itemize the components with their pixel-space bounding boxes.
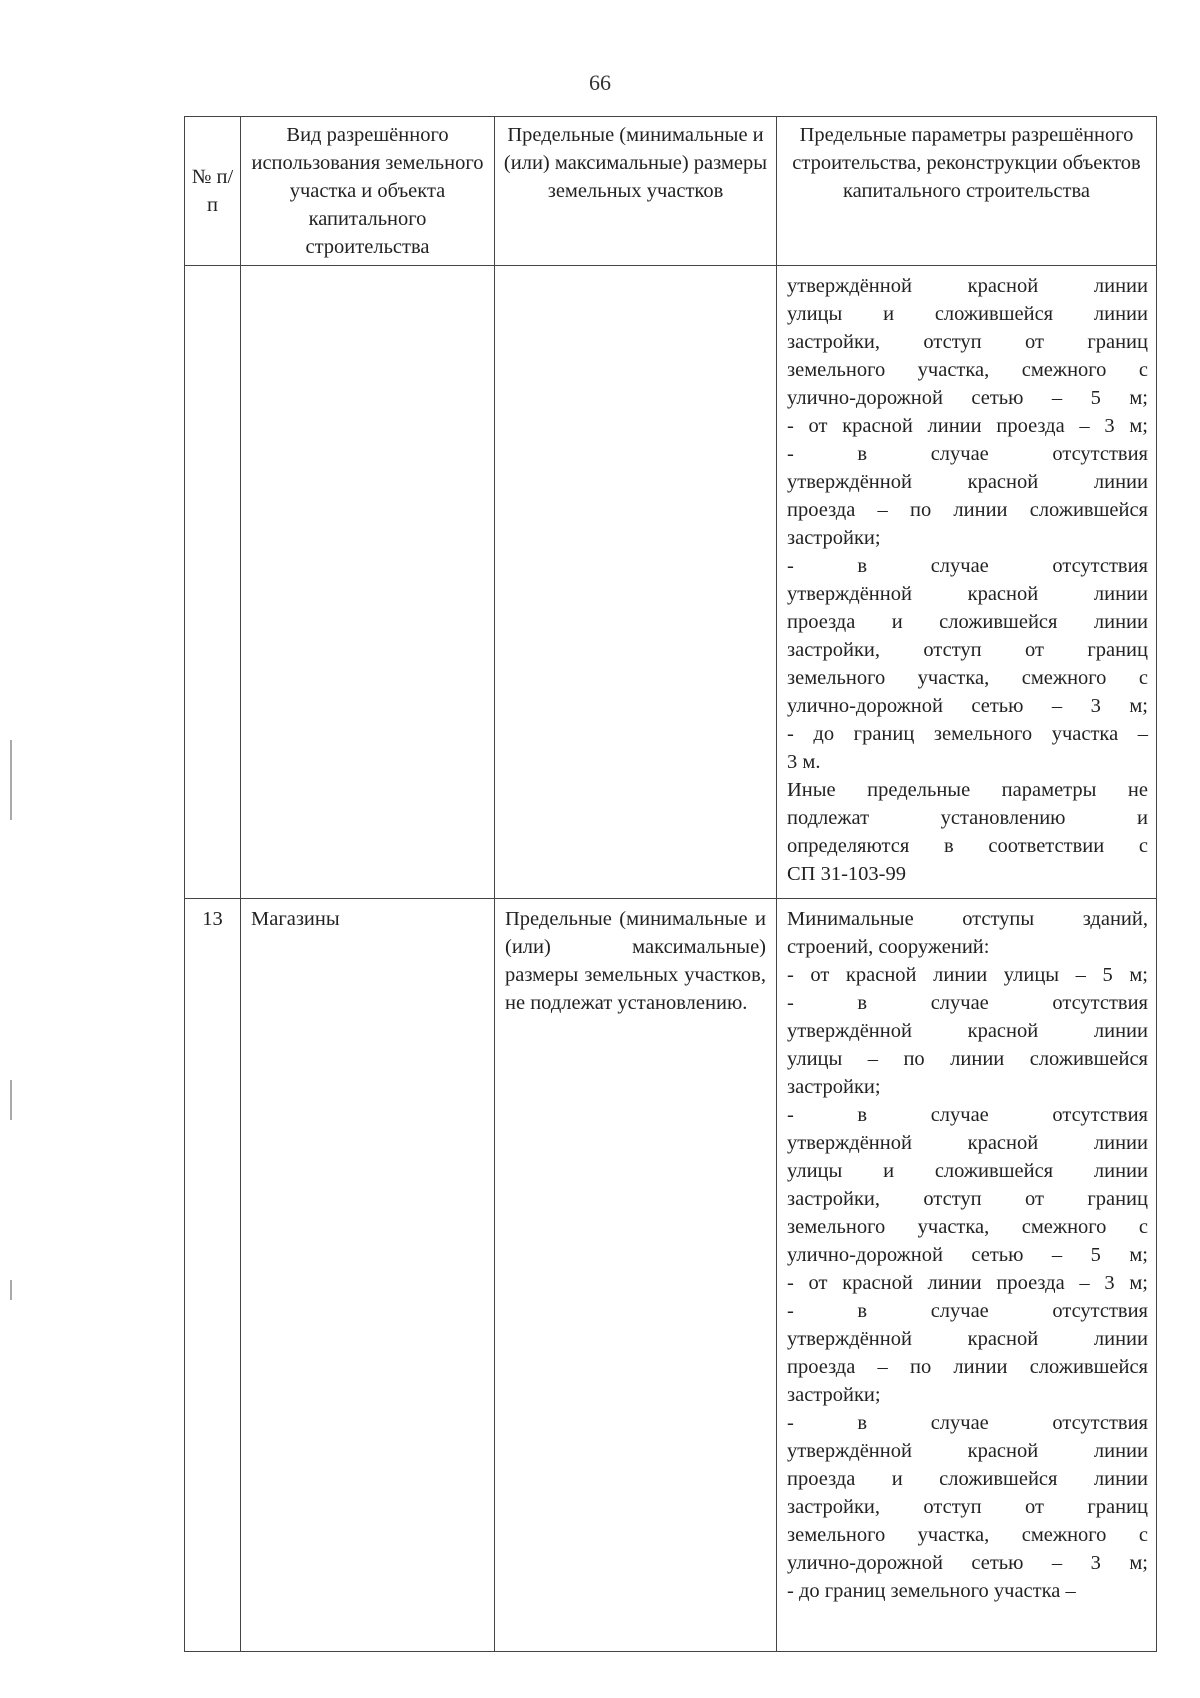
- param-line: улицы и сложившейся линии: [787, 303, 1148, 325]
- param-line: земельного участка, смежного с: [787, 1524, 1148, 1546]
- param-line: - в случае отсутствия: [787, 1300, 1148, 1322]
- param-line: подлежат установлению и: [787, 807, 1148, 829]
- param-line: 3 м.: [787, 751, 821, 773]
- param-line: утверждённой красной линии: [787, 471, 1148, 493]
- row-build-params: [777, 266, 1157, 899]
- param-line: земельного участка, смежного с: [787, 359, 1148, 381]
- param-line: - от красной линии проезда – 3 м;: [787, 415, 1148, 437]
- param-line: проезда – по линии сложившейся: [787, 1356, 1148, 1378]
- row-plot-sizes: [495, 266, 777, 899]
- param-line: улично-дорожной сетью – 5 м;: [787, 1244, 1148, 1266]
- page-number: 66: [589, 70, 611, 95]
- param-line: застройки;: [787, 1384, 881, 1406]
- param-line: улично-дорожной сетью – 3 м;: [787, 1552, 1148, 1574]
- table-header-row: [185, 117, 1157, 266]
- param-line: застройки, отступ от границ: [787, 639, 1148, 661]
- table-row: [185, 899, 1157, 1652]
- row-build-params: [777, 899, 1157, 1652]
- param-line: проезда и сложившейся линии: [787, 611, 1148, 633]
- param-line: утверждённой красной линии: [787, 1328, 1148, 1350]
- param-line: проезда – по линии сложившейся: [787, 499, 1148, 521]
- param-line: улично-дорожной сетью – 5 м;: [787, 387, 1148, 409]
- param-line: строений, сооружений:: [787, 936, 990, 958]
- row-num: [185, 266, 241, 899]
- param-line: СП 31-103-99: [787, 863, 907, 885]
- param-line: - в случае отсутствия: [787, 1104, 1148, 1126]
- param-line: - от красной линии проезда – 3 м;: [787, 1272, 1148, 1294]
- header-build-params: Предельные параметры разрешённого строительства, реконструкции объектов капитального строительства: [777, 117, 1157, 266]
- param-line: утверждённой красной линии: [787, 583, 1148, 605]
- param-line: застройки, отступ от границ: [787, 1496, 1148, 1518]
- param-line: - в случае отсутствия: [787, 1412, 1148, 1434]
- param-line: - до границ земельного участка –: [787, 723, 1148, 745]
- row-use-type: Магазины: [241, 899, 495, 1652]
- header-num: № п/п: [185, 117, 241, 266]
- param-line: улично-дорожной сетью – 3 м;: [787, 695, 1148, 717]
- regulations-table: [184, 116, 1157, 1652]
- scan-artifact: [10, 1080, 12, 1120]
- table-row: [185, 266, 1157, 899]
- scan-artifact: [10, 740, 12, 820]
- param-line: Минимальные отступы зданий,: [787, 908, 1148, 930]
- param-line: застройки;: [787, 527, 881, 549]
- scan-artifact: [10, 1280, 12, 1300]
- row-plot-sizes: Предельные (минимальные и (или) максимальные) размеры земельных участков, не подлежат установлению.: [495, 899, 777, 1652]
- param-line: улицы – по линии сложившейся: [787, 1048, 1148, 1070]
- param-line: земельного участка, смежного с: [787, 667, 1148, 689]
- param-line: - от красной линии улицы – 5 м;: [787, 964, 1148, 986]
- header-use-type: Вид разрешённого использования земельного участка и объекта капитального строительства: [241, 117, 495, 266]
- param-line: утверждённой красной линии: [787, 1440, 1148, 1462]
- param-line: - в случае отсутствия: [787, 555, 1148, 577]
- param-line: земельного участка, смежного с: [787, 1216, 1148, 1238]
- param-line: утверждённой красной линии: [787, 1132, 1148, 1154]
- param-line: утверждённой красной линии: [787, 1020, 1148, 1042]
- header-plot-sizes: Предельные (минимальные и (или) максимальные) размеры земельных участков: [495, 117, 777, 266]
- param-line: - в случае отсутствия: [787, 443, 1148, 465]
- param-line: проезда и сложившейся линии: [787, 1468, 1148, 1490]
- param-line: улицы и сложившейся линии: [787, 1160, 1148, 1182]
- row-num: 13: [185, 899, 241, 1652]
- row-use-type: [241, 266, 495, 899]
- param-line: застройки, отступ от границ: [787, 331, 1148, 353]
- param-line: застройки, отступ от границ: [787, 1188, 1148, 1210]
- param-line: застройки;: [787, 1076, 881, 1098]
- param-line: - в случае отсутствия: [787, 992, 1148, 1014]
- param-line: - до границ земельного участка –: [787, 1580, 1076, 1602]
- param-line: Иные предельные параметры не: [787, 779, 1148, 801]
- param-line: утверждённой красной линии: [787, 275, 1148, 297]
- param-line: определяются в соответствии с: [787, 835, 1148, 857]
